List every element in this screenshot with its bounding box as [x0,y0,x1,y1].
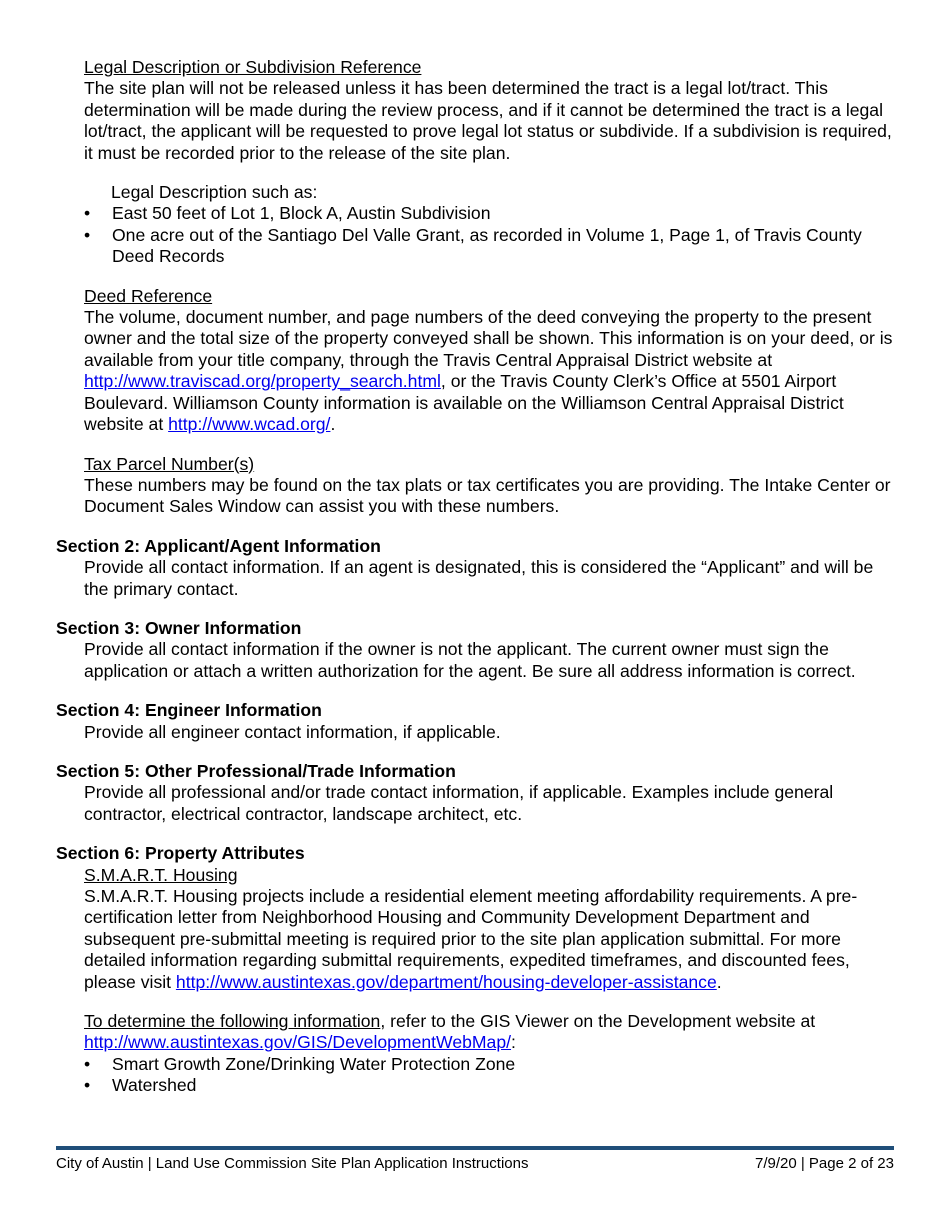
section-5-heading: Section 5: Other Professional/Trade Information [56,760,456,781]
section-3-body: Provide all contact information if the owner is not the applicant. The current owner must sign the application or attach a written authorization for the agent. Be sure all address information is correct. [84,639,856,681]
legal-examples-list [56,203,896,267]
section-5-body: Provide all professional and/or trade contact information, if applicable. Examples include general contractor, electrical contractor, landscape architect, etc. [84,782,834,824]
traviscad-link[interactable]: http://www.traviscad.org/property_search.html [84,371,441,392]
determine-paragraph [84,1011,896,1054]
gis-viewer-link[interactable]: http://www.austintexas.gov/GIS/DevelopmentWebMap/ [84,1032,512,1053]
wcad-link[interactable]: http://www.wcad.org/ [168,414,331,435]
legal-section [84,57,896,164]
section-2-heading: Section 2: Applicant/Agent Information [56,535,381,556]
legal-examples-label: Legal Description such as: [111,182,318,203]
footer-title: City of Austin | Land Use Commission Site Plan Application Instructions [56,1155,529,1172]
smart-housing-end: . [716,971,722,992]
tax-section [84,454,896,518]
footer-page-number: 7/9/20 | Page 2 of 23 [754,1155,894,1172]
section-2-body: Provide all contact information. If an agent is designated, this is considered the “Applicant” and will be the primary contact. [84,557,874,599]
deed-text-1: The volume, document number, and page numbers of the deed conveying the property to the present owner and the total size of the property conveyed shall be shown. This information is on your deed, or is available from your title company, through the Travis Central Appraisal District website at [84,307,893,370]
section-4-body: Provide all engineer contact information, if applicable. [84,721,501,742]
list-item: • Watershed [56,1075,896,1096]
housing-developer-link[interactable]: http://www.austintexas.gov/department/housing-developer-assistance [175,971,717,992]
smart-housing-text: S.M.A.R.T. Housing projects include a residential element meeting affordability requirements. A pre-certification letter from Neighborhood Housing and Community Development Department and subsequent pre-submittal meeting is required prior to the site plan application submittal. For more detailed information regarding submittal requirements, expedited timeframes, and discounted fees, please visit [84,886,858,992]
deed-text-2: , or the Travis County Clerk’s Office at 5501 Airport Boulevard. Williamson County information is available on the Williamson Central Appraisal District website at [84,371,844,435]
section-6-heading: Section 6: Property Attributes [56,843,305,864]
smart-housing-heading: S.M.A.R.T. Housing [84,864,238,885]
deed-heading: Deed Reference [84,285,213,306]
list-item: • Smart Growth Zone/Drinking Water Protection Zone [56,1054,896,1075]
determine-text: , refer to the GIS Viewer on the Development website at [380,1011,816,1032]
legal-body: The site plan will not be released unless it has been determined the tract is a legal lot/tract. This determination will be made during the review process, and if it cannot be determined the tract is a legal lot/tract, the applicant will be requested to prove legal lot status or subdivide. If a subdivision is required, it must be recorded prior to the release of the site plan. [84,78,892,163]
section-4-heading: Section 4: Engineer Information [56,700,322,721]
deed-body [84,307,896,435]
smart-housing-body [84,886,896,993]
smart-housing-section [84,865,896,1054]
deed-section [84,286,896,436]
deed-text-3: . [330,414,336,435]
legal-heading: Legal Description or Subdivision Reference [84,57,422,77]
determine-end: : [511,1032,516,1053]
list-item: • East 50 feet of Lot 1, Block A, Austin Subdivision [56,203,896,224]
section-3-heading: Section 3: Owner Information [56,617,302,638]
gis-items-list [56,1054,896,1097]
list-item: • One acre out of the Santiago Del Valle Grant, as recorded in Volume 1, Page 1, of Travis County Deed Records [56,225,896,268]
determine-label: To determine the following information [84,1011,381,1032]
tax-body: These numbers may be found on the tax plats or tax certificates you are providing. The Intake Center or Document Sales Window can assist you with these numbers. [84,474,891,517]
tax-heading: Tax Parcel Number(s) [84,453,255,474]
footer-rule [56,1146,894,1150]
document-page [56,57,896,1097]
